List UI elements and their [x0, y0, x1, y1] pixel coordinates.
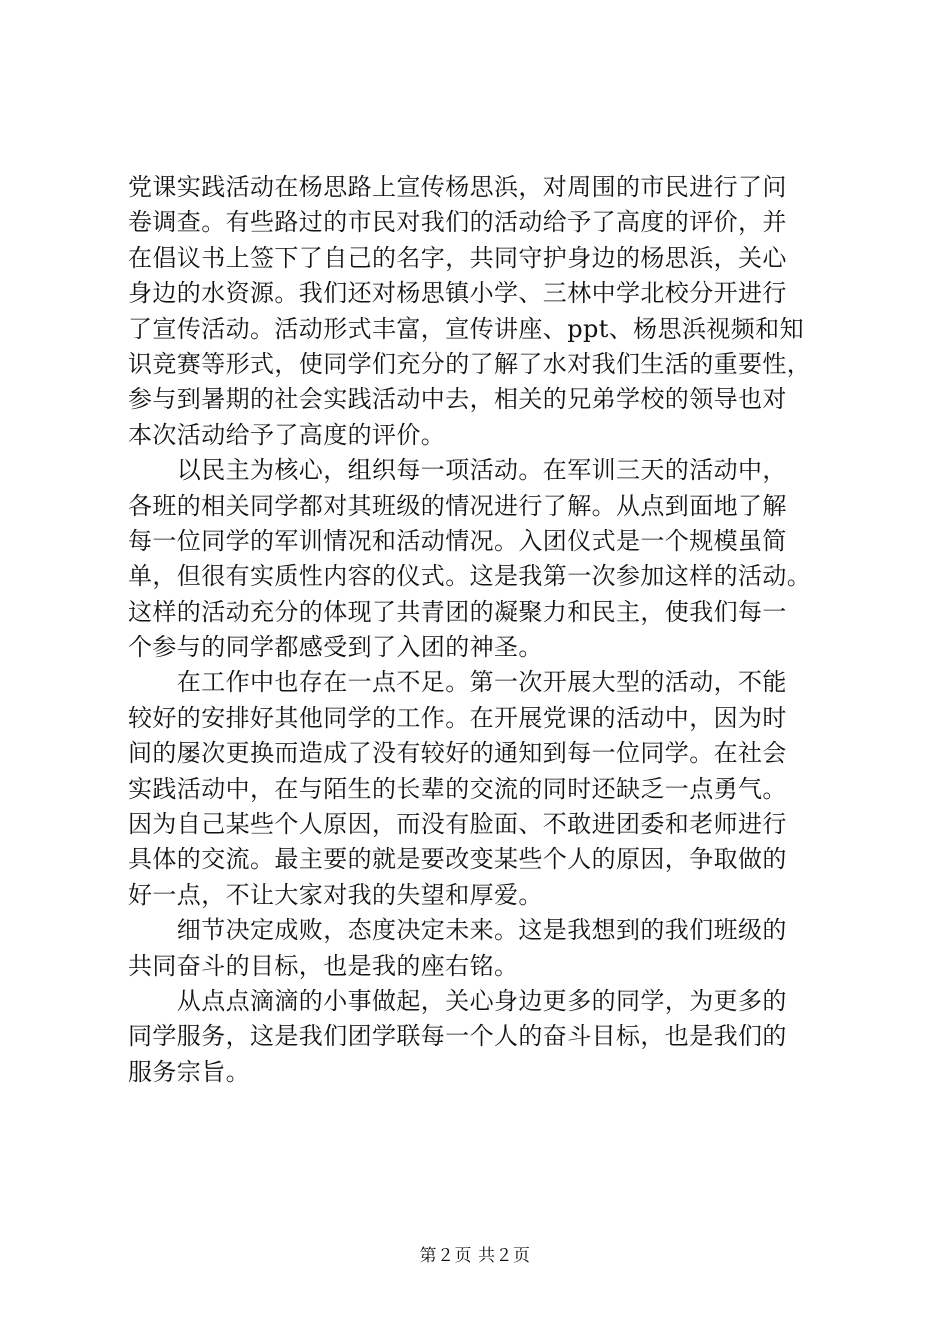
text-line: 共同奋斗的目标，也是我的座右铭。	[128, 951, 519, 980]
text-line: 同学服务，这是我们团学联每一个人的奋斗目标，也是我们的	[128, 1022, 787, 1051]
text-line: 识竞赛等形式，使同学们充分的了解了水对我们生活的重要性，	[128, 349, 812, 378]
text-line: 单，但很有实质性内容的仪式。这是我第一次参加这样的活动。	[128, 562, 812, 591]
text-line: 在倡议书上签下了自己的名字，共同守护身边的杨思浜，关心	[128, 243, 787, 272]
text-line: 每一位同学的军训情况和活动情况。入团仪式是一个规模虽简	[128, 526, 787, 555]
text-line: 以民主为核心，组织每一项活动。在军训三天的活动中，	[128, 456, 787, 485]
text-line: 身边的水资源。我们还对杨思镇小学、三林中学北校分开进行	[128, 279, 787, 308]
text-line: 卷调查。有些路过的市民对我们的活动给予了高度的评价，并	[128, 208, 787, 237]
page-number-footer: 第２页 共２页	[419, 1246, 531, 1266]
text-line: 好一点，不让大家对我的失望和厚爱。	[128, 880, 543, 909]
text-line: 个参与的同学都感受到了入团的神圣。	[128, 633, 543, 662]
text-line: 党课实践活动在杨思路上宣传杨思浜，对周围的市民进行了问	[128, 173, 787, 201]
text-line: 具体的交流。最主要的就是要改变某些个人的原因，争取做的	[128, 845, 787, 874]
text-line: 了宣传活动。活动形式丰富，宣传讲座、ppt、杨思浜视频和知	[128, 314, 804, 343]
text-line: 在工作中也存在一点不足。第一次开展大型的活动，不能	[128, 668, 787, 697]
text-line: 本次活动给予了高度的评价。	[128, 420, 446, 449]
text-line: 服务宗旨。	[128, 1057, 250, 1086]
text-line: 较好的安排好其他同学的工作。在开展党课的活动中，因为时	[128, 703, 787, 732]
text-line: 参与到暑期的社会实践活动中去，相关的兄弟学校的领导也对	[128, 385, 787, 414]
text-line: 细节决定成败，态度决定未来。这是我想到的我们班级的	[128, 916, 787, 945]
text-line: 实践活动中，在与陌生的长辈的交流的同时还缺乏一点勇气。	[128, 774, 787, 803]
text-line: 这样的活动充分的体现了共青团的凝聚力和民主，使我们每一	[128, 597, 787, 626]
text-line: 各班的相关同学都对其班级的情况进行了解。从点到面地了解	[128, 491, 787, 520]
document-body	[128, 170, 834, 1090]
text-line: 从点点滴滴的小事做起，关心身边更多的同学，为更多的	[128, 986, 787, 1015]
text-line: 间的屡次更换而造成了没有较好的通知到每一位同学。在社会	[128, 739, 787, 768]
text-line: 因为自己某些个人原因，而没有脸面、不敢进团委和老师进行	[128, 810, 787, 839]
